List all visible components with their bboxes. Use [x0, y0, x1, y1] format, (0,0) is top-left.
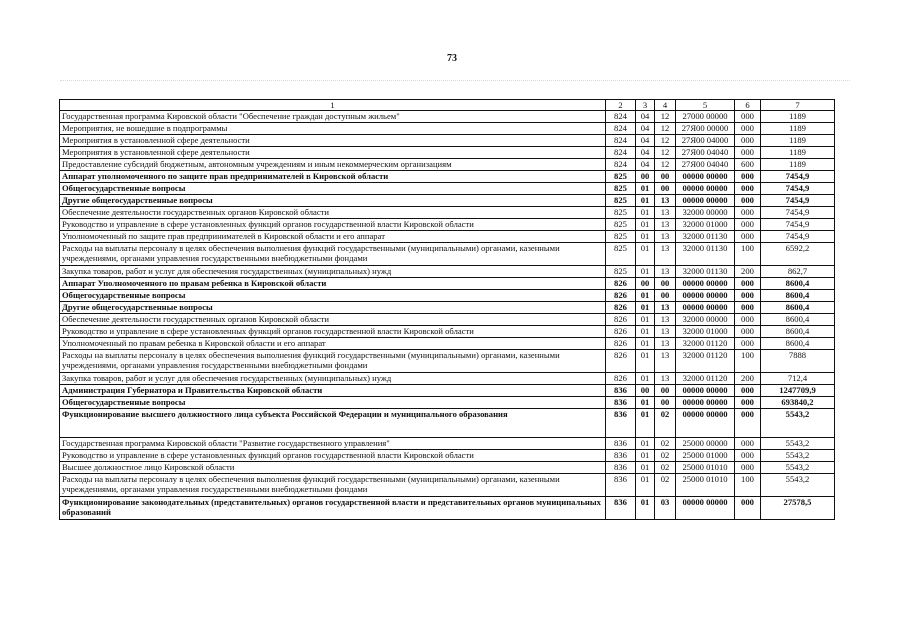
row-code-ministry-cell: 836	[606, 462, 636, 474]
row-target-article-cell: 00000 00000	[676, 290, 735, 302]
row-expense-type-cell: 600	[735, 159, 761, 171]
row-expense-type-cell: 000	[735, 409, 761, 438]
table-row	[60, 207, 835, 219]
row-code-ministry-cell: 836	[606, 409, 636, 438]
row-amount-cell: 7888	[761, 350, 835, 373]
row-target-article-cell: 32000 01120	[676, 338, 735, 350]
table-row	[60, 219, 835, 231]
row-expense-type-cell: 000	[735, 183, 761, 195]
row-code-ministry-cell: 826	[606, 290, 636, 302]
row-section-cell: 01	[636, 314, 655, 326]
header-cell-4: 4	[655, 100, 676, 111]
row-amount-cell: 8600,4	[761, 326, 835, 338]
row-target-article-cell: 27Я00 00000	[676, 123, 735, 135]
row-subsection-cell: 00	[655, 278, 676, 290]
row-name-cell: Руководство и управление в сфере установленных функций органов государственной власти Кировской области	[60, 326, 606, 338]
table-row	[60, 135, 835, 147]
table-row	[60, 338, 835, 350]
table-row	[60, 111, 835, 123]
row-amount-cell: 5543,2	[761, 450, 835, 462]
row-expense-type-cell: 000	[735, 326, 761, 338]
row-name-cell: Расходы на выплаты персоналу в целях обеспечения выполнения функций государственными (муниципальными) органами, казенными учреждениями, органами управления государственными внебюджетными фондами	[60, 243, 606, 266]
row-subsection-cell: 13	[655, 373, 676, 385]
row-code-ministry-cell: 824	[606, 135, 636, 147]
row-target-article-cell: 32000 01120	[676, 373, 735, 385]
row-expense-type-cell: 000	[735, 171, 761, 183]
row-code-ministry-cell: 836	[606, 450, 636, 462]
row-subsection-cell: 13	[655, 350, 676, 373]
row-amount-cell: 1189	[761, 111, 835, 123]
row-code-ministry-cell: 836	[606, 385, 636, 397]
row-section-cell: 04	[636, 147, 655, 159]
row-target-article-cell: 25000 01010	[676, 462, 735, 474]
row-target-article-cell: 32000 01000	[676, 326, 735, 338]
row-name-cell: Аппарат уполномоченного по защите прав предпринимателей в Кировской области	[60, 171, 606, 183]
table-row	[60, 171, 835, 183]
row-section-cell: 01	[636, 326, 655, 338]
row-target-article-cell: 00000 00000	[676, 278, 735, 290]
row-amount-cell: 1189	[761, 147, 835, 159]
row-target-article-cell: 32000 01130	[676, 231, 735, 243]
table-row	[60, 302, 835, 314]
row-expense-type-cell: 000	[735, 338, 761, 350]
row-code-ministry-cell: 825	[606, 171, 636, 183]
row-section-cell: 04	[636, 123, 655, 135]
row-name-cell: Обеспечение деятельности государственных органов Кировской области	[60, 207, 606, 219]
row-expense-type-cell: 200	[735, 266, 761, 278]
row-code-ministry-cell: 824	[606, 159, 636, 171]
row-name-cell: Государственная программа Кировской области "Развитие государственного управления"	[60, 438, 606, 450]
row-expense-type-cell: 100	[735, 474, 761, 497]
row-code-ministry-cell: 825	[606, 195, 636, 207]
row-subsection-cell: 13	[655, 207, 676, 219]
row-expense-type-cell: 000	[735, 450, 761, 462]
row-name-cell: Мероприятия в установленной сфере деятельности	[60, 135, 606, 147]
row-subsection-cell: 12	[655, 123, 676, 135]
row-section-cell: 00	[636, 278, 655, 290]
header-cell-5: 5	[676, 100, 735, 111]
row-name-cell: Предоставление субсидий бюджетным, автономным учреждениям и иным некоммерческим организациям	[60, 159, 606, 171]
row-target-article-cell: 00000 00000	[676, 385, 735, 397]
row-target-article-cell: 25000 00000	[676, 438, 735, 450]
row-section-cell: 01	[636, 243, 655, 266]
row-section-cell: 01	[636, 397, 655, 409]
row-subsection-cell: 12	[655, 147, 676, 159]
row-subsection-cell: 13	[655, 302, 676, 314]
row-section-cell: 01	[636, 266, 655, 278]
row-section-cell: 01	[636, 207, 655, 219]
row-amount-cell: 1189	[761, 135, 835, 147]
row-name-cell: Аппарат Уполномоченного по правам ребенка в Кировской области	[60, 278, 606, 290]
row-subsection-cell: 13	[655, 338, 676, 350]
row-amount-cell: 27578,5	[761, 497, 835, 520]
budget-table	[59, 99, 835, 520]
row-target-article-cell: 27Я00 04040	[676, 147, 735, 159]
row-name-cell: Государственная программа Кировской области "Обеспечение граждан доступным жильем"	[60, 111, 606, 123]
row-expense-type-cell: 000	[735, 278, 761, 290]
row-name-cell: Высшее должностное лицо Кировской области	[60, 462, 606, 474]
table-row	[60, 314, 835, 326]
row-name-cell: Обеспечение деятельности государственных органов Кировской области	[60, 314, 606, 326]
row-name-cell: Другие общегосударственные вопросы	[60, 302, 606, 314]
row-section-cell: 01	[636, 290, 655, 302]
row-section-cell: 01	[636, 474, 655, 497]
row-name-cell: Общегосударственные вопросы	[60, 290, 606, 302]
row-amount-cell: 5543,2	[761, 409, 835, 438]
row-target-article-cell: 32000 00000	[676, 314, 735, 326]
row-name-cell: Мероприятия в установленной сфере деятельности	[60, 147, 606, 159]
row-target-article-cell: 27Я00 04040	[676, 159, 735, 171]
row-name-cell: Общегосударственные вопросы	[60, 183, 606, 195]
row-target-article-cell: 32000 00000	[676, 207, 735, 219]
table-body	[60, 111, 835, 520]
row-amount-cell: 7454,9	[761, 207, 835, 219]
table-row	[60, 266, 835, 278]
row-code-ministry-cell: 836	[606, 397, 636, 409]
header-cell-1: 1	[60, 100, 606, 111]
row-expense-type-cell: 000	[735, 111, 761, 123]
row-expense-type-cell: 000	[735, 231, 761, 243]
row-section-cell: 00	[636, 385, 655, 397]
row-name-cell: Другие общегосударственные вопросы	[60, 195, 606, 207]
row-target-article-cell: 32000 01000	[676, 219, 735, 231]
header-cell-6: 6	[735, 100, 761, 111]
row-subsection-cell: 02	[655, 438, 676, 450]
row-section-cell: 04	[636, 159, 655, 171]
row-name-cell: Уполномоченный по защите прав предпринимателей в Кировской области и его аппарат	[60, 231, 606, 243]
row-code-ministry-cell: 826	[606, 278, 636, 290]
row-target-article-cell: 00000 00000	[676, 397, 735, 409]
row-amount-cell: 712,4	[761, 373, 835, 385]
row-name-cell: Расходы на выплаты персоналу в целях обеспечения выполнения функций государственными (муниципальными) органами, казенными учреждениями, органами управления государственными внебюджетными фондами	[60, 474, 606, 497]
row-amount-cell: 8600,4	[761, 302, 835, 314]
row-code-ministry-cell: 824	[606, 147, 636, 159]
row-amount-cell: 7454,9	[761, 231, 835, 243]
row-code-ministry-cell: 826	[606, 373, 636, 385]
row-amount-cell: 5543,2	[761, 474, 835, 497]
row-target-article-cell: 27Я00 04000	[676, 135, 735, 147]
row-expense-type-cell: 200	[735, 373, 761, 385]
row-target-article-cell: 25000 01010	[676, 474, 735, 497]
row-section-cell: 01	[636, 338, 655, 350]
row-name-cell: Общегосударственные вопросы	[60, 397, 606, 409]
row-amount-cell: 8600,4	[761, 290, 835, 302]
table-row	[60, 350, 835, 373]
row-subsection-cell: 12	[655, 111, 676, 123]
row-amount-cell: 5543,2	[761, 438, 835, 450]
row-expense-type-cell: 100	[735, 243, 761, 266]
row-target-article-cell: 00000 00000	[676, 171, 735, 183]
row-target-article-cell: 27000 00000	[676, 111, 735, 123]
row-expense-type-cell: 100	[735, 350, 761, 373]
table-row	[60, 409, 835, 438]
row-code-ministry-cell: 836	[606, 438, 636, 450]
row-section-cell: 01	[636, 302, 655, 314]
row-amount-cell: 7454,9	[761, 171, 835, 183]
header-cell-7: 7	[761, 100, 835, 111]
row-subsection-cell: 12	[655, 159, 676, 171]
row-name-cell: Администрация Губернатора и Правительства Кировской области	[60, 385, 606, 397]
row-code-ministry-cell: 826	[606, 314, 636, 326]
row-subsection-cell: 13	[655, 243, 676, 266]
row-expense-type-cell: 000	[735, 147, 761, 159]
table-row	[60, 462, 835, 474]
row-target-article-cell: 00000 00000	[676, 183, 735, 195]
row-code-ministry-cell: 826	[606, 350, 636, 373]
row-section-cell: 01	[636, 450, 655, 462]
table-row	[60, 450, 835, 462]
row-subsection-cell: 00	[655, 183, 676, 195]
table-row	[60, 385, 835, 397]
row-name-cell: Расходы на выплаты персоналу в целях обеспечения выполнения функций государственными (муниципальными) органами, казенными учреждениями, органами управления государственными внебюджетными фондами	[60, 350, 606, 373]
row-code-ministry-cell: 836	[606, 497, 636, 520]
table-row	[60, 438, 835, 450]
row-expense-type-cell: 000	[735, 302, 761, 314]
row-subsection-cell: 02	[655, 462, 676, 474]
row-expense-type-cell: 000	[735, 207, 761, 219]
table-row	[60, 326, 835, 338]
row-code-ministry-cell: 825	[606, 219, 636, 231]
row-subsection-cell: 03	[655, 497, 676, 520]
row-amount-cell: 8600,4	[761, 314, 835, 326]
row-name-cell: Руководство и управление в сфере установленных функций органов государственной власти Кировской области	[60, 219, 606, 231]
row-target-article-cell: 32000 01130	[676, 243, 735, 266]
row-code-ministry-cell: 824	[606, 123, 636, 135]
row-code-ministry-cell: 825	[606, 231, 636, 243]
table-row	[60, 474, 835, 497]
row-section-cell: 01	[636, 350, 655, 373]
row-section-cell: 01	[636, 195, 655, 207]
row-expense-type-cell: 000	[735, 135, 761, 147]
row-name-cell: Функционирование законодательных (представительных) органов государственной власти и представительных органов муниципальных образований	[60, 497, 606, 520]
row-expense-type-cell: 000	[735, 219, 761, 231]
row-amount-cell: 8600,4	[761, 278, 835, 290]
row-code-ministry-cell: 825	[606, 243, 636, 266]
row-section-cell: 01	[636, 183, 655, 195]
table-row	[60, 290, 835, 302]
row-section-cell: 04	[636, 111, 655, 123]
row-name-cell: Мероприятия, не вошедшие в подпрограммы	[60, 123, 606, 135]
row-amount-cell: 7454,9	[761, 219, 835, 231]
row-subsection-cell: 00	[655, 171, 676, 183]
row-expense-type-cell: 000	[735, 314, 761, 326]
row-amount-cell: 5543,2	[761, 462, 835, 474]
table-row	[60, 373, 835, 385]
row-subsection-cell: 13	[655, 314, 676, 326]
row-target-article-cell: 00000 00000	[676, 195, 735, 207]
row-amount-cell: 7454,9	[761, 183, 835, 195]
row-subsection-cell: 13	[655, 195, 676, 207]
table-row	[60, 123, 835, 135]
row-expense-type-cell: 000	[735, 438, 761, 450]
row-subsection-cell: 13	[655, 231, 676, 243]
row-section-cell: 04	[636, 135, 655, 147]
row-target-article-cell: 00000 00000	[676, 302, 735, 314]
row-amount-cell: 1189	[761, 159, 835, 171]
row-section-cell: 01	[636, 219, 655, 231]
table-row	[60, 183, 835, 195]
row-subsection-cell: 02	[655, 474, 676, 497]
row-section-cell: 01	[636, 409, 655, 438]
row-subsection-cell: 13	[655, 326, 676, 338]
row-section-cell: 01	[636, 497, 655, 520]
row-subsection-cell: 13	[655, 266, 676, 278]
row-code-ministry-cell: 826	[606, 338, 636, 350]
row-code-ministry-cell: 825	[606, 207, 636, 219]
row-code-ministry-cell: 824	[606, 111, 636, 123]
row-name-cell: Функционирование высшего должностного лица субъекта Российской Федерации и муниципального образования	[60, 409, 606, 438]
row-subsection-cell: 00	[655, 397, 676, 409]
row-subsection-cell: 00	[655, 385, 676, 397]
row-code-ministry-cell: 836	[606, 474, 636, 497]
row-name-cell: Уполномоченный по правам ребенка в Кировской области и его аппарат	[60, 338, 606, 350]
table-row	[60, 243, 835, 266]
table-row	[60, 147, 835, 159]
row-expense-type-cell: 000	[735, 497, 761, 520]
row-expense-type-cell: 000	[735, 195, 761, 207]
row-target-article-cell: 32000 01130	[676, 266, 735, 278]
row-section-cell: 01	[636, 462, 655, 474]
row-subsection-cell: 13	[655, 219, 676, 231]
row-expense-type-cell: 000	[735, 123, 761, 135]
row-code-ministry-cell: 825	[606, 183, 636, 195]
row-expense-type-cell: 000	[735, 290, 761, 302]
row-target-article-cell: 00000 00000	[676, 409, 735, 438]
row-subsection-cell: 00	[655, 290, 676, 302]
page-number: 73	[447, 53, 457, 64]
table-row	[60, 278, 835, 290]
row-amount-cell: 1189	[761, 123, 835, 135]
row-amount-cell: 8600,4	[761, 338, 835, 350]
header-cell-2: 2	[606, 100, 636, 111]
row-section-cell: 01	[636, 438, 655, 450]
scan-artifact-line	[60, 80, 850, 81]
row-section-cell: 01	[636, 231, 655, 243]
row-section-cell: 01	[636, 373, 655, 385]
header-cell-3: 3	[636, 100, 655, 111]
table-row	[60, 195, 835, 207]
table-row	[60, 159, 835, 171]
row-code-ministry-cell: 825	[606, 266, 636, 278]
row-section-cell: 00	[636, 171, 655, 183]
row-name-cell: Руководство и управление в сфере установленных функций органов государственной власти Кировской области	[60, 450, 606, 462]
row-amount-cell: 6592,2	[761, 243, 835, 266]
table-row	[60, 497, 835, 520]
row-code-ministry-cell: 826	[606, 326, 636, 338]
row-amount-cell: 1247709,9	[761, 385, 835, 397]
row-expense-type-cell: 000	[735, 397, 761, 409]
row-name-cell: Закупка товаров, работ и услуг для обеспечения государственных (муниципальных) нужд	[60, 373, 606, 385]
row-code-ministry-cell: 826	[606, 302, 636, 314]
row-target-article-cell: 32000 01120	[676, 350, 735, 373]
row-target-article-cell: 00000 00000	[676, 497, 735, 520]
row-amount-cell: 862,7	[761, 266, 835, 278]
row-subsection-cell: 12	[655, 135, 676, 147]
row-subsection-cell: 02	[655, 450, 676, 462]
row-name-cell: Закупка товаров, работ и услуг для обеспечения государственных (муниципальных) нужд	[60, 266, 606, 278]
row-expense-type-cell: 000	[735, 385, 761, 397]
table-row	[60, 231, 835, 243]
row-expense-type-cell: 000	[735, 462, 761, 474]
table-header-row	[60, 100, 835, 111]
row-amount-cell: 7454,9	[761, 195, 835, 207]
row-subsection-cell: 02	[655, 409, 676, 438]
table-row	[60, 397, 835, 409]
row-target-article-cell: 25000 01000	[676, 450, 735, 462]
row-amount-cell: 693840,2	[761, 397, 835, 409]
